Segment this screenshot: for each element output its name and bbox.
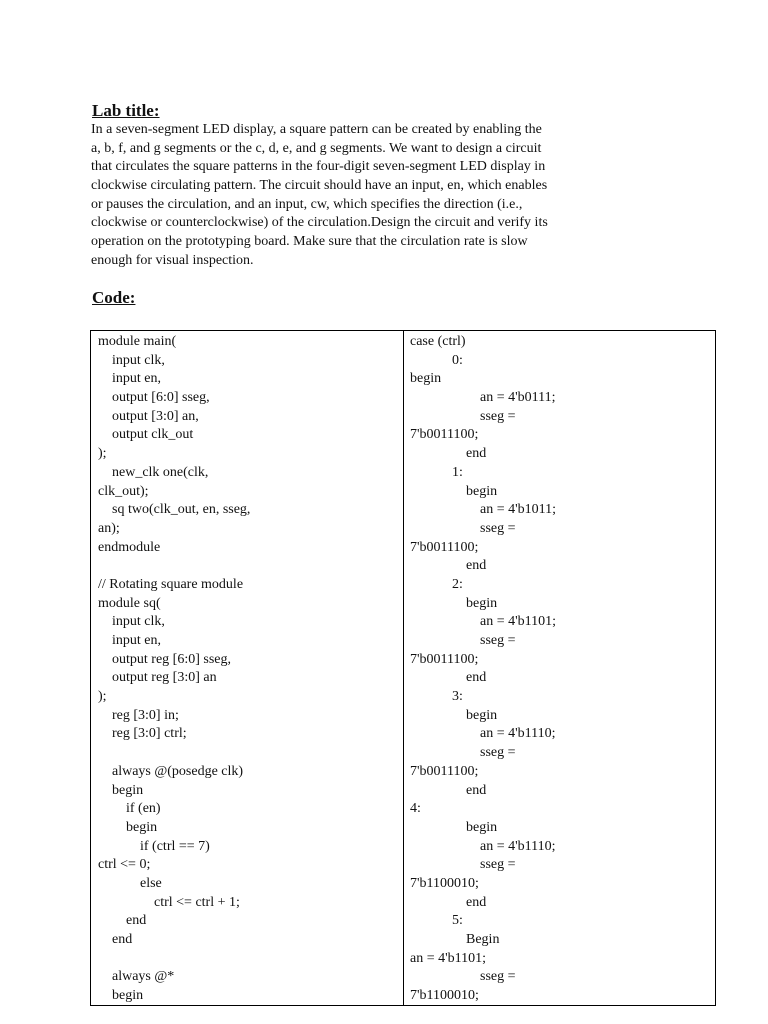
code-line: end: [410, 894, 487, 910]
code-line: output [6:0] sseg,: [98, 390, 210, 406]
description-line: enough for visual inspection.: [91, 252, 254, 268]
code-line: end: [410, 782, 487, 798]
code-line: sseg =: [410, 633, 516, 648]
column-divider: [403, 331, 404, 1005]
code-line: input clk,: [98, 614, 165, 630]
description-line: clockwise or counterclockwise) of the circulation.Design the circuit and verify its: [91, 215, 548, 231]
code-line: an = 4'b1110;: [410, 838, 556, 854]
lab-description: [91, 121, 601, 271]
code-line: 0:: [410, 352, 463, 368]
lab-title-heading: Lab title:: [92, 101, 160, 120]
code-line: output [3:0] an,: [98, 408, 199, 424]
code-line: 5:: [410, 913, 463, 929]
code-line: always @(posedge clk): [98, 763, 244, 779]
code-line: sseg =: [410, 745, 516, 761]
code-line: // Rotating square module: [98, 576, 244, 592]
code-line: reg [3:0] in;: [98, 707, 179, 723]
code-line: sseg =: [410, 520, 516, 536]
code-line: 7'b0011100;: [410, 763, 479, 779]
code-line: module sq(: [98, 595, 161, 611]
code-line: an);: [98, 520, 120, 536]
code-line: input clk,: [98, 352, 165, 368]
code-line: clk_out);: [98, 483, 149, 499]
description-line: a, b, f, and g segments or the c, d, e, and g segments. We want to design a circuit: [91, 140, 542, 156]
code-line: begin: [98, 819, 158, 835]
code-line: always @*: [98, 969, 175, 985]
code-line: output reg [3:0] an: [98, 670, 217, 686]
code-line: end: [410, 558, 487, 574]
code-line: new_clk one(clk,: [98, 464, 209, 480]
code-line: [98, 950, 398, 969]
code-line: );: [98, 446, 107, 462]
code-line: output reg [6:0] sseg,: [98, 651, 231, 667]
code-line: );: [98, 689, 107, 705]
code-line: case (ctrl): [410, 334, 466, 349]
code-line: sseg =: [410, 969, 516, 985]
code-line: begin: [410, 483, 498, 499]
code-line: 4:: [410, 801, 421, 817]
code-line: reg [3:0] ctrl;: [98, 726, 187, 742]
description-line: operation on the prototyping board. Make sure that the circulation rate is slow: [91, 234, 528, 250]
code-heading: Code:: [92, 288, 136, 307]
code-line: ctrl <= 0;: [98, 857, 151, 873]
description-line: In a seven-segment LED display, a square pattern can be created by enabling the: [91, 122, 542, 137]
code-column-left: [98, 333, 398, 1006]
code-line: begin: [98, 782, 144, 798]
code-line: Begin: [410, 932, 500, 947]
code-line: 7'b1100010;: [410, 875, 479, 891]
code-line: else: [98, 875, 162, 891]
code-line: 3:: [410, 689, 463, 705]
code-line: endmodule: [98, 539, 161, 555]
code-line: 1:: [410, 464, 463, 480]
code-line: end: [98, 913, 147, 929]
description-line: that circulates the square patterns in the four-digit seven-segment LED display in: [91, 159, 546, 175]
code-line: 2:: [410, 576, 463, 592]
code-line: begin: [410, 819, 498, 835]
code-line: 7'b0011100;: [410, 427, 479, 443]
code-line: ctrl <= ctrl + 1;: [98, 894, 240, 910]
code-line: [98, 557, 398, 576]
code-line: begin: [98, 988, 144, 1004]
code-line: 7'b0011100;: [410, 651, 479, 667]
description-line: clockwise circulating pattern. The circuit should have an input, en, which enables: [91, 178, 548, 194]
code-line: input en,: [98, 371, 161, 387]
code-line: sq two(clk_out, en, sseg,: [98, 502, 251, 518]
code-line: end: [410, 446, 487, 462]
code-line: module main(: [98, 334, 177, 349]
code-line: output clk_out: [98, 427, 194, 443]
code-table: [90, 330, 716, 1006]
code-line: sseg =: [410, 408, 516, 424]
code-line: an = 4'b1011;: [410, 502, 557, 518]
code-line: an = 4'b1101;: [410, 950, 487, 966]
code-column-right: [410, 333, 710, 1006]
code-line: if (ctrl == 7): [98, 838, 210, 854]
code-line: 7'b0011100;: [410, 539, 479, 555]
code-line: begin: [410, 707, 498, 723]
code-line: an = 4'b0111;: [410, 390, 556, 406]
code-line: [98, 744, 398, 763]
code-line: 7'b1100010;: [410, 988, 479, 1004]
code-line: end: [98, 932, 133, 947]
code-line: input en,: [98, 633, 161, 648]
code-line: if (en): [98, 801, 161, 817]
code-line: an = 4'b1101;: [410, 614, 557, 630]
code-line: begin: [410, 595, 498, 611]
code-line: begin: [410, 371, 442, 387]
description-line: or pauses the circulation, and an input, cw, which specifies the direction (i.e.,: [91, 196, 523, 212]
code-line: an = 4'b1110;: [410, 726, 556, 742]
code-line: end: [410, 670, 487, 686]
code-line: sseg =: [410, 857, 516, 873]
